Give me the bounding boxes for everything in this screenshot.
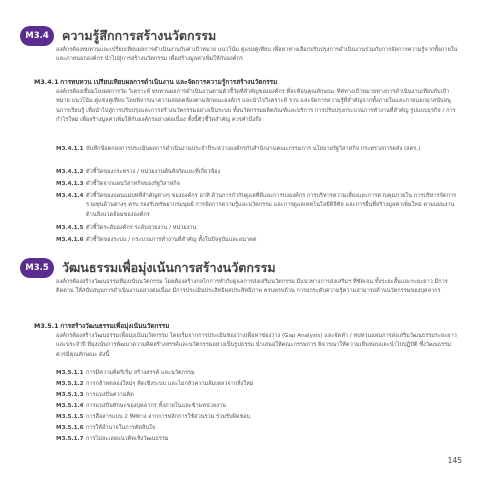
- subsection-title: การทบทวน เปรียบเทียบผลการดำเนินงาน และจัดการความรู้การสร้างนวัตกรรม: [60, 78, 278, 86]
- list-item: [56, 380, 461, 389]
- list-item-text: ตัวชี้วัดของแผนแม่บทที่สำคัญต่างๆ ขององค์กร อาทิ ด้านการกำกับดูแลที่ดีและการบ่งองค์กร การบริหารความเสี่ยงและการควบคุมภายใน การบริหารจัดการรวมทุนด้านต่างๆ ครบ รองรับทรัพยากรมนุษย์ การจัดการความรู้และนวัตกรรม และการดูแลเทคโนโลยีดิจิทัล และการอื่นที่สร้างมูลค่าเพิ่มใหม่ ตามแผนงานด้านสิ่งแวดล้อมขององค์กร: [86, 193, 457, 218]
- list-item-number: M3.5.1.1: [56, 370, 84, 376]
- list-item-number: M3.5.1.6: [56, 425, 84, 431]
- list-item: [56, 435, 461, 444]
- list-item-number: M3.5.1.5: [56, 414, 84, 420]
- list-item: [56, 192, 461, 220]
- list-item-text: การสื่อสารแบบ 2 ทิศทาง จากการหลักการใช้ส่วนร่วม ร่วมรับผิดชอบ: [86, 414, 251, 420]
- list-item-text: การกล้าทดลองใหม่ๆ คิดเชิงระบบ และไม่กลัวความล้มเหลวจากสิ่งใหม่: [86, 381, 254, 387]
- subsection-heading: [34, 77, 464, 87]
- list-item-number: M3.5.1.3: [56, 392, 84, 398]
- subsection-number: M3.4.1: [34, 78, 59, 86]
- list-item-number: M3.4.1.4: [56, 193, 84, 199]
- section-heading-m3-5: [20, 258, 276, 278]
- list-item-number: M3.5.1.4: [56, 403, 84, 409]
- list-item-text: การให้อำนาจในการตัดสินใจ: [86, 425, 156, 431]
- list-item: [56, 424, 461, 433]
- list-item: [56, 180, 461, 189]
- list-item: [56, 145, 461, 154]
- section-badge: M3.5: [20, 258, 54, 278]
- list-item-text: การมีความคิดริเริ่ม สร้างสรรค์ และนวัตกรรม: [86, 370, 195, 376]
- list-item-text: ตัวชี้วัดของกระทรวง / หน่วยงานต้นสังกัดและที่เกี่ยวข้อง: [86, 169, 221, 175]
- list-item-text: การไม่ละเลยแนวคิดเชิงวัฒนธรรม: [86, 436, 169, 442]
- list-item: [56, 168, 461, 177]
- list-item-text: การแบ่งปันความคิด: [86, 392, 134, 398]
- list-item-text: ตัวชี้วัดระดับองค์กร ระดับสายงาน / หน่วยงาน: [86, 225, 197, 231]
- list-item: [56, 236, 461, 245]
- list-item-number: M3.4.1.1: [56, 146, 84, 152]
- section-title: ความรู้สึกการสร้างนวัตกรรม: [62, 28, 217, 43]
- subsection-title: การสร้างวัฒนธรรมเพื่อมุ่งเน้นนวัตกรรม: [60, 322, 170, 330]
- list-item-number: M3.4.1.3: [56, 181, 84, 187]
- section-heading-m3-4: [20, 26, 216, 46]
- subsection-heading: [34, 321, 464, 331]
- page-number: 145: [447, 456, 462, 465]
- list-item-number: M3.5.1.7: [56, 436, 84, 442]
- subsection-number: M3.5.1: [34, 322, 59, 330]
- section-intro: องค์กรต้องทบทวนและเปรียบเทียบผลการดำเนินงานกับค่าเป้าหมาย แนวโน้ม คู่แข่งคู่เทียบ เพื่อหาทางเลือกปรับปรุงการดำเนินงานร่วมกับการจัดการความรู้จากทั้งภายในและภายนอกองค์กร นำไปสู่การสร้างนวัตกรรม เพื่อสร้างมูลค่าเพิ่มให้กับองค์กร: [56, 47, 458, 63]
- list-item-number: M3.4.1.2: [56, 169, 84, 175]
- subsection-description: องค์กรต้องสร้างวัฒนธรรมเพื่อมุ่งเน้นนวัตกรรม โดยเริ่มจากการประเมินช่องว่างเพื่อหาช่องว่าง (Gap Analysis) และจัดทำ / ทบทวนแผนการส่งเสริมวัฒนธรรมระยะยาวและประจำปี ที่มุ่งเน้นการพัฒนาความคิดสร้างสรรค์และนวัตกรรมอย่างเป็นรูปธรรม นำเสนอให้คณะกรรมการ พิจารณาให้ความเห็นชอบและนำไปปฏิบัติ ซึ่งวัฒนธรรม ควรมีคุณลักษณะ ดังนี้: [56, 333, 457, 358]
- list-item-text: ตัวชี้วัดของระบบ / กระบวนการทำงานที่สำคัญ ทั้งในปัจจุบันและอนาคต: [86, 237, 257, 243]
- section-title: วัฒนธรรมเพื่อมุ่งเน้นการสร้างนวัตกรรม: [62, 260, 276, 275]
- list-item: [56, 391, 461, 400]
- list-item: [56, 369, 461, 378]
- list-item: [56, 402, 461, 411]
- list-item-text: การแบ่งปันทักษะของบุคลากร ทั้งภายในและข้ามหน่วยงาน: [86, 403, 226, 409]
- subsection-description: องค์กรต้องเชื่อมโยงผลการวัด วิเคราะห์ ทบทวนผลการดำเนินงานตามตัวชี้วัดที่สำคัญขององค์กร ที่สะท้อนคุณลักษณะ ทิศทางเป้าหมายทางการดำเนินงานเทียบกับเป้าหมาย แนวโน้ม คู่แข่งคู่เทียบ โดยพิจารณาความสอดคล้องตามลักษณะองค์กร และนำไปวิเคราะห์ รวบ และจัดการความรู้ที่สำคัญจากทั้งภายในและภายนอกมาสนับสนุนการเรียนรู้ เพื่อนำไปสู่การปรับปรุงและการสร้างนวัตกรรมอย่างเป็นระบบ ทั้งนวัตกรรมผลิตภัณฑ์และบริการ การปรับปรุงกระบวนการทำงานที่สำคัญ รูปแบบธุรกิจ / การกำไรใหม่ เพื่อสร้างมูลค่าเพิ่มให้กับองค์กรอย่างต่อเนื่อง ทั้งนี้ตัวชี้วัดสำคัญ ควรคำนึงถึง: [56, 89, 456, 124]
- list-item: [56, 224, 461, 233]
- list-item: [56, 413, 461, 422]
- list-item-number: M3.5.1.2: [56, 381, 84, 387]
- list-item-text: ตัวชี้วัดจากแผนวิสาหกิจของรัฐวิสาหกิจ: [86, 181, 180, 187]
- section-badge: M3.4: [20, 26, 54, 46]
- list-item-number: M3.4.1.6: [56, 237, 84, 243]
- list-item-number: M3.4.1.5: [56, 225, 84, 231]
- section-intro: องค์กรต้องสร้างวัฒนธรรมที่มุ่งเน้นนวัตกรรม โดยต้องสร้างกลไกการทำกับดูแลการส่งเสริมนวัตกรรม มีแนวทางการส่งเสริมฯ ที่ชัดเจน ทั้งระยะสั้นและระยะยาว มีการติดตาม ให้สนับสนุนการดำเนินงานอย่างต่อเนื่อง มีการประเมินประสิทธิผลประสิทธิภาพ ครบครบถ้วน การยกระดับความรู้ความสามารถด้านนวัตกรรมของบุคลากร: [56, 279, 448, 295]
- list-item-text: บันทึกข้อตกลงการประเมินผลการดำเนินงานประจำปีระหว่างองค์กรกับสำนักงานคณะกรรมการ นโยบายรัฐวิสาหกิจ กระทรวงการคลัง (สคร.): [86, 146, 421, 152]
